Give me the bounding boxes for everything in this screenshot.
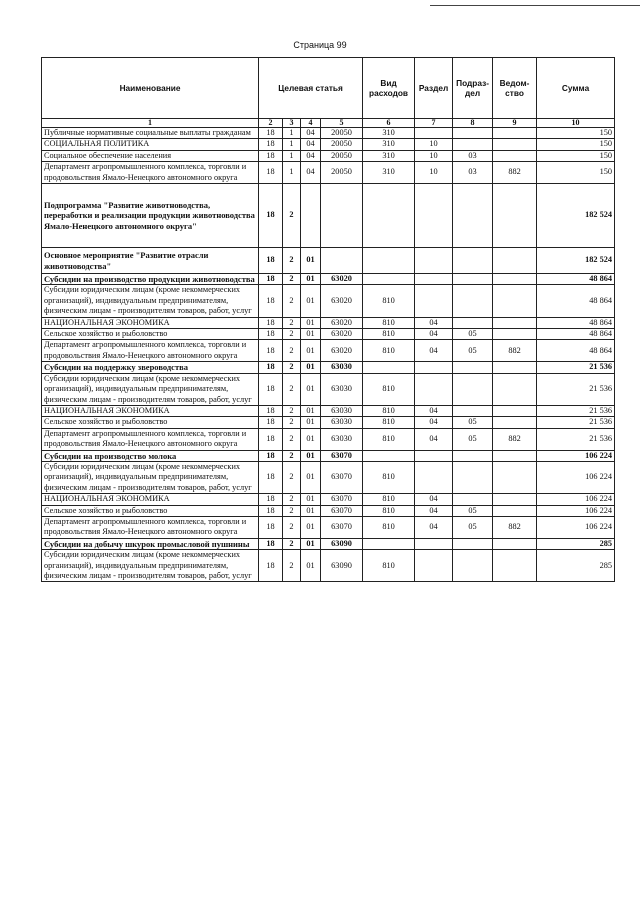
target-code-1: 18 xyxy=(259,329,283,340)
target-code-1: 18 xyxy=(259,274,283,285)
section-code xyxy=(415,373,453,405)
row-name: Департамент агропромышленного комплекса, торговли и продовольствия Ямало-Ненецкого автономного округа xyxy=(42,340,259,362)
target-code-1: 18 xyxy=(259,516,283,538)
target-code-2: 2 xyxy=(283,405,301,416)
row-name: Сельское хозяйство и рыболовство xyxy=(42,505,259,516)
amount-value: 21 536 xyxy=(537,428,615,450)
row-name: Департамент агропромышленного комплекса, торговли и продовольствия Ямало-Ненецкого автономного округа xyxy=(42,516,259,538)
table-row xyxy=(42,150,615,161)
row-name: Подпрограмма "Развитие животноводства, переработки и реализации продукции животноводства Ямало-Ненецкого автономного округа" xyxy=(42,184,259,248)
section-code: 04 xyxy=(415,317,453,328)
target-code-3: 01 xyxy=(301,516,321,538)
expense-type-code xyxy=(363,362,415,373)
department-code xyxy=(493,285,537,317)
target-code-3: 04 xyxy=(301,139,321,150)
section-code: 04 xyxy=(415,405,453,416)
expense-type-code: 810 xyxy=(363,373,415,405)
table-row xyxy=(42,184,615,248)
amount-value: 21 536 xyxy=(537,417,615,428)
target-code-1: 18 xyxy=(259,248,283,274)
row-name: Сельское хозяйство и рыболовство xyxy=(42,329,259,340)
expense-type-code xyxy=(363,184,415,248)
department-code: 882 xyxy=(493,428,537,450)
table-row xyxy=(42,461,615,493)
subsection-code: 05 xyxy=(453,505,493,516)
expense-type-code: 810 xyxy=(363,417,415,428)
target-code-4: 20050 xyxy=(321,150,363,161)
department-code xyxy=(493,505,537,516)
department-code xyxy=(493,184,537,248)
column-number: 2 xyxy=(259,119,283,128)
amount-value: 106 224 xyxy=(537,494,615,505)
target-code-2: 2 xyxy=(283,461,301,493)
subsection-code xyxy=(453,248,493,274)
target-code-3: 01 xyxy=(301,373,321,405)
target-code-3: 01 xyxy=(301,417,321,428)
column-number: 6 xyxy=(363,119,415,128)
target-code-2: 2 xyxy=(283,550,301,582)
target-code-4: 63020 xyxy=(321,340,363,362)
department-code: 882 xyxy=(493,162,537,184)
target-code-2: 2 xyxy=(283,317,301,328)
target-code-2: 1 xyxy=(283,139,301,150)
target-code-2: 2 xyxy=(283,329,301,340)
amount-value: 285 xyxy=(537,550,615,582)
target-code-1: 18 xyxy=(259,285,283,317)
expense-type-code xyxy=(363,248,415,274)
section-code xyxy=(415,184,453,248)
table-row xyxy=(42,550,615,582)
expense-type-code: 810 xyxy=(363,550,415,582)
row-name: Департамент агропромышленного комплекса, торговли и продовольствия Ямало-Ненецкого автономного округа xyxy=(42,162,259,184)
table-body xyxy=(42,128,615,582)
row-name: Субсидии юридическим лицам (кроме некоммерческих организаций), индивидуальным предпринимателям, физическим лицам - производителям товаров, работ, услуг xyxy=(42,285,259,317)
section-code: 04 xyxy=(415,329,453,340)
target-code-2: 1 xyxy=(283,150,301,161)
section-code xyxy=(415,248,453,274)
subsection-code xyxy=(453,461,493,493)
target-code-3: 01 xyxy=(301,340,321,362)
expense-type-code xyxy=(363,538,415,549)
table-row xyxy=(42,285,615,317)
section-code: 10 xyxy=(415,162,453,184)
target-code-1: 18 xyxy=(259,428,283,450)
subsection-code: 05 xyxy=(453,340,493,362)
department-code xyxy=(493,362,537,373)
amount-value: 106 224 xyxy=(537,505,615,516)
target-code-2: 2 xyxy=(283,340,301,362)
table-row xyxy=(42,417,615,428)
expense-type-code xyxy=(363,450,415,461)
department-code xyxy=(493,329,537,340)
column-number: 8 xyxy=(453,119,493,128)
subsection-code: 03 xyxy=(453,162,493,184)
header-target: Целевая статья xyxy=(259,58,363,119)
section-code: 04 xyxy=(415,494,453,505)
target-code-2: 2 xyxy=(283,285,301,317)
section-code xyxy=(415,274,453,285)
subsection-code xyxy=(453,494,493,505)
expense-type-code: 810 xyxy=(363,505,415,516)
row-name: Субсидии на поддержку звероводства xyxy=(42,362,259,373)
amount-value: 48 864 xyxy=(537,329,615,340)
department-code xyxy=(493,128,537,139)
target-code-1: 18 xyxy=(259,162,283,184)
target-code-4: 20050 xyxy=(321,139,363,150)
amount-value: 150 xyxy=(537,128,615,139)
subsection-code: 05 xyxy=(453,516,493,538)
expense-type-code: 810 xyxy=(363,329,415,340)
section-code xyxy=(415,461,453,493)
target-code-4: 63030 xyxy=(321,373,363,405)
table-row xyxy=(42,162,615,184)
section-code: 04 xyxy=(415,340,453,362)
target-code-1: 18 xyxy=(259,505,283,516)
target-code-3: 01 xyxy=(301,274,321,285)
target-code-4: 63020 xyxy=(321,329,363,340)
target-code-1: 18 xyxy=(259,417,283,428)
subsection-code xyxy=(453,450,493,461)
target-code-3: 01 xyxy=(301,248,321,274)
target-code-2: 2 xyxy=(283,538,301,549)
department-code xyxy=(493,494,537,505)
subsection-code xyxy=(453,184,493,248)
target-code-3: 01 xyxy=(301,461,321,493)
target-code-2: 2 xyxy=(283,494,301,505)
amount-value: 182 524 xyxy=(537,248,615,274)
subsection-code xyxy=(453,139,493,150)
target-code-1: 18 xyxy=(259,450,283,461)
expense-type-code xyxy=(363,274,415,285)
target-code-1: 18 xyxy=(259,461,283,493)
department-code xyxy=(493,274,537,285)
column-number: 9 xyxy=(493,119,537,128)
table-row xyxy=(42,428,615,450)
expense-type-code: 310 xyxy=(363,162,415,184)
amount-value: 150 xyxy=(537,139,615,150)
target-code-2: 1 xyxy=(283,128,301,139)
department-code xyxy=(493,550,537,582)
subsection-code xyxy=(453,128,493,139)
target-code-1: 18 xyxy=(259,128,283,139)
target-code-4: 63070 xyxy=(321,505,363,516)
corner-rule xyxy=(430,5,640,6)
amount-value: 285 xyxy=(537,538,615,549)
target-code-2: 2 xyxy=(283,516,301,538)
target-code-4: 63070 xyxy=(321,461,363,493)
expense-type-code: 810 xyxy=(363,428,415,450)
amount-value: 21 536 xyxy=(537,405,615,416)
amount-value: 182 524 xyxy=(537,184,615,248)
column-number: 10 xyxy=(537,119,615,128)
department-code xyxy=(493,373,537,405)
header-row xyxy=(42,58,615,119)
department-code xyxy=(493,417,537,428)
target-code-1: 18 xyxy=(259,150,283,161)
target-code-4: 63070 xyxy=(321,494,363,505)
row-name: Субсидии на добычу шкурок промысловой пушнины xyxy=(42,538,259,549)
row-name: Социальное обеспечение населения xyxy=(42,150,259,161)
target-code-4: 63020 xyxy=(321,285,363,317)
target-code-2: 2 xyxy=(283,184,301,248)
expense-type-code: 310 xyxy=(363,139,415,150)
amount-value: 106 224 xyxy=(537,450,615,461)
row-name: Основное мероприятие "Развитие отрасли животноводства" xyxy=(42,248,259,274)
table-row xyxy=(42,505,615,516)
target-code-3: 01 xyxy=(301,538,321,549)
target-code-2: 2 xyxy=(283,373,301,405)
department-code xyxy=(493,450,537,461)
row-name: НАЦИОНАЛЬНАЯ ЭКОНОМИКА xyxy=(42,494,259,505)
table-row xyxy=(42,248,615,274)
subsection-code xyxy=(453,373,493,405)
target-code-3: 04 xyxy=(301,162,321,184)
expense-type-code: 810 xyxy=(363,285,415,317)
table-row xyxy=(42,139,615,150)
department-code xyxy=(493,405,537,416)
row-name: Субсидии юридическим лицам (кроме некоммерческих организаций), индивидуальным предпринимателям, физическим лицам - производителям товаров, работ, услуг xyxy=(42,373,259,405)
target-code-1: 18 xyxy=(259,317,283,328)
target-code-4: 63020 xyxy=(321,317,363,328)
target-code-3: 01 xyxy=(301,450,321,461)
target-code-1: 18 xyxy=(259,139,283,150)
row-name: Сельское хозяйство и рыболовство xyxy=(42,417,259,428)
target-code-2: 2 xyxy=(283,450,301,461)
target-code-4: 20050 xyxy=(321,162,363,184)
table-row xyxy=(42,450,615,461)
row-name: Публичные нормативные социальные выплаты гражданам xyxy=(42,128,259,139)
subsection-code: 03 xyxy=(453,150,493,161)
section-code xyxy=(415,550,453,582)
header-expense-type: Вид расходов xyxy=(363,58,415,119)
table-row xyxy=(42,329,615,340)
section-code: 10 xyxy=(415,150,453,161)
header-section: Раздел xyxy=(415,58,453,119)
row-name: СОЦИАЛЬНАЯ ПОЛИТИКА xyxy=(42,139,259,150)
department-code xyxy=(493,248,537,274)
expense-type-code: 310 xyxy=(363,150,415,161)
row-name: НАЦИОНАЛЬНАЯ ЭКОНОМИКА xyxy=(42,405,259,416)
target-code-3: 01 xyxy=(301,428,321,450)
target-code-1: 18 xyxy=(259,362,283,373)
target-code-3: 01 xyxy=(301,405,321,416)
target-code-4: 63020 xyxy=(321,274,363,285)
column-number-row xyxy=(42,119,615,128)
target-code-4: 63030 xyxy=(321,405,363,416)
page-number: Страница 99 xyxy=(293,40,347,50)
amount-value: 48 864 xyxy=(537,274,615,285)
table-row xyxy=(42,274,615,285)
target-code-3: 01 xyxy=(301,505,321,516)
section-code: 04 xyxy=(415,505,453,516)
subsection-code xyxy=(453,362,493,373)
target-code-1: 18 xyxy=(259,184,283,248)
department-code: 882 xyxy=(493,516,537,538)
subsection-code xyxy=(453,538,493,549)
target-code-3: 04 xyxy=(301,128,321,139)
row-name: Субсидии юридическим лицам (кроме некоммерческих организаций), индивидуальным предпринимателям, физическим лицам - производителям товаров, работ, услуг xyxy=(42,461,259,493)
expense-type-code: 810 xyxy=(363,340,415,362)
budget-table xyxy=(41,57,615,582)
section-code xyxy=(415,538,453,549)
department-code: 882 xyxy=(493,340,537,362)
subsection-code xyxy=(453,550,493,582)
target-code-2: 2 xyxy=(283,428,301,450)
header-amount: Сумма xyxy=(537,58,615,119)
department-code xyxy=(493,317,537,328)
column-number: 4 xyxy=(301,119,321,128)
target-code-4 xyxy=(321,248,363,274)
target-code-1: 18 xyxy=(259,340,283,362)
target-code-3: 01 xyxy=(301,362,321,373)
table-row xyxy=(42,516,615,538)
section-code: 10 xyxy=(415,139,453,150)
expense-type-code: 810 xyxy=(363,461,415,493)
table-row xyxy=(42,340,615,362)
target-code-4: 63090 xyxy=(321,550,363,582)
budget-table-container xyxy=(41,57,614,582)
target-code-2: 2 xyxy=(283,248,301,274)
target-code-3: 01 xyxy=(301,550,321,582)
target-code-3: 01 xyxy=(301,285,321,317)
section-code: 04 xyxy=(415,428,453,450)
subsection-code xyxy=(453,285,493,317)
section-code xyxy=(415,128,453,139)
row-name: Субсидии юридическим лицам (кроме некоммерческих организаций), индивидуальным предпринимателям, физическим лицам - производителям товаров, работ, услуг xyxy=(42,550,259,582)
subsection-code: 05 xyxy=(453,428,493,450)
amount-value: 48 864 xyxy=(537,285,615,317)
column-number: 1 xyxy=(42,119,259,128)
target-code-2: 2 xyxy=(283,362,301,373)
subsection-code: 05 xyxy=(453,329,493,340)
expense-type-code: 310 xyxy=(363,128,415,139)
target-code-1: 18 xyxy=(259,373,283,405)
amount-value: 106 224 xyxy=(537,461,615,493)
target-code-4: 63030 xyxy=(321,417,363,428)
amount-value: 150 xyxy=(537,150,615,161)
header-name: Наименование xyxy=(42,58,259,119)
target-code-3: 01 xyxy=(301,329,321,340)
column-number: 7 xyxy=(415,119,453,128)
target-code-1: 18 xyxy=(259,405,283,416)
target-code-2: 1 xyxy=(283,162,301,184)
amount-value: 106 224 xyxy=(537,516,615,538)
target-code-4 xyxy=(321,184,363,248)
table-row xyxy=(42,128,615,139)
row-name: Департамент агропромышленного комплекса, торговли и продовольствия Ямало-Ненецкого автономного округа xyxy=(42,428,259,450)
target-code-4: 63030 xyxy=(321,362,363,373)
section-code xyxy=(415,285,453,317)
subsection-code xyxy=(453,405,493,416)
table-row xyxy=(42,362,615,373)
amount-value: 21 536 xyxy=(537,373,615,405)
target-code-1: 18 xyxy=(259,538,283,549)
target-code-1: 18 xyxy=(259,494,283,505)
row-name: НАЦИОНАЛЬНАЯ ЭКОНОМИКА xyxy=(42,317,259,328)
target-code-2: 2 xyxy=(283,417,301,428)
target-code-4: 20050 xyxy=(321,128,363,139)
target-code-2: 2 xyxy=(283,274,301,285)
target-code-4: 63070 xyxy=(321,516,363,538)
amount-value: 48 864 xyxy=(537,317,615,328)
expense-type-code: 810 xyxy=(363,405,415,416)
row-name: Субсидии на производство продукции животноводства xyxy=(42,274,259,285)
expense-type-code: 810 xyxy=(363,317,415,328)
department-code xyxy=(493,139,537,150)
target-code-3: 01 xyxy=(301,317,321,328)
target-code-4: 63030 xyxy=(321,428,363,450)
target-code-2: 2 xyxy=(283,505,301,516)
subsection-code xyxy=(453,274,493,285)
table-row xyxy=(42,494,615,505)
section-code: 04 xyxy=(415,417,453,428)
table-row xyxy=(42,373,615,405)
department-code xyxy=(493,461,537,493)
amount-value: 150 xyxy=(537,162,615,184)
row-name: Субсидии на производство молока xyxy=(42,450,259,461)
amount-value: 21 536 xyxy=(537,362,615,373)
department-code xyxy=(493,538,537,549)
target-code-1: 18 xyxy=(259,550,283,582)
expense-type-code: 810 xyxy=(363,494,415,505)
header-subsection: Подраз-дел xyxy=(453,58,493,119)
table-row xyxy=(42,405,615,416)
target-code-3: 04 xyxy=(301,150,321,161)
target-code-3: 01 xyxy=(301,494,321,505)
subsection-code: 05 xyxy=(453,417,493,428)
section-code: 04 xyxy=(415,516,453,538)
amount-value: 48 864 xyxy=(537,340,615,362)
section-code xyxy=(415,450,453,461)
section-code xyxy=(415,362,453,373)
target-code-4: 63070 xyxy=(321,450,363,461)
table-row xyxy=(42,317,615,328)
column-number: 5 xyxy=(321,119,363,128)
department-code xyxy=(493,150,537,161)
subsection-code xyxy=(453,317,493,328)
target-code-4: 63090 xyxy=(321,538,363,549)
table-row xyxy=(42,538,615,549)
column-number: 3 xyxy=(283,119,301,128)
header-department: Ведом-ство xyxy=(493,58,537,119)
target-code-3 xyxy=(301,184,321,248)
expense-type-code: 810 xyxy=(363,516,415,538)
